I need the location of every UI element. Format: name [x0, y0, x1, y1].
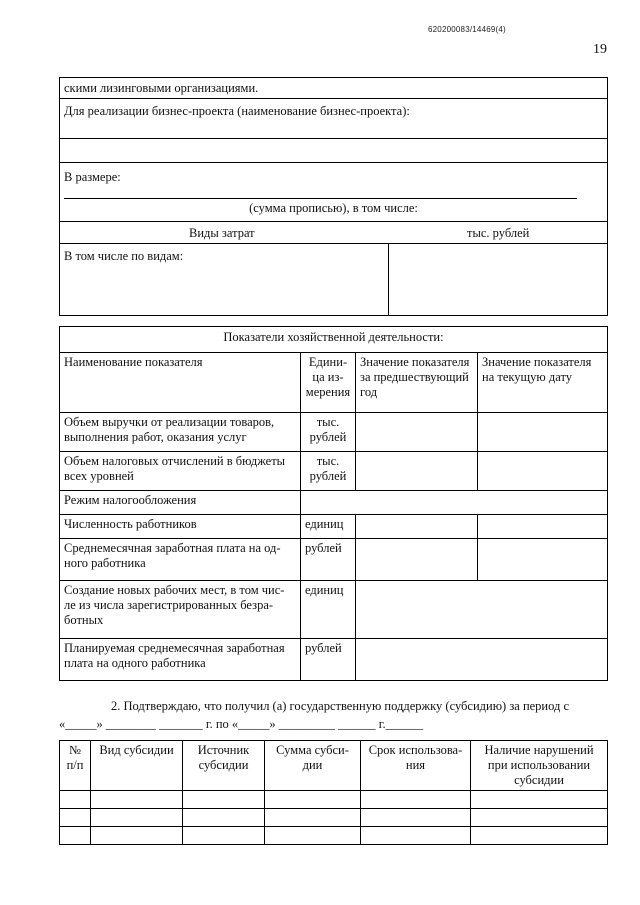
row-curr-value[interactable] — [478, 539, 608, 581]
planned-salary-value[interactable] — [356, 639, 608, 681]
cell[interactable] — [361, 791, 471, 809]
document-code: 620200083/14469(4) — [428, 25, 506, 34]
cell[interactable] — [471, 791, 608, 809]
header-subsidy-amount: Сумма субси-дии — [265, 741, 361, 791]
subsidy-header-row — [60, 741, 608, 791]
confirmation-paragraph — [59, 697, 608, 733]
cell[interactable] — [361, 827, 471, 845]
row-curr-value[interactable] — [478, 452, 608, 491]
indicators-title: Показатели хозяйственной деятельности: — [60, 327, 608, 353]
cell[interactable] — [183, 791, 265, 809]
row-unit: тыс. рублей — [301, 452, 356, 491]
confirmation-line-1: 2. Подтверждаю, что получил (а) государственную поддержку (субсидию) за период с — [111, 699, 570, 713]
continuation-row — [60, 78, 607, 99]
cost-types-row — [60, 244, 607, 315]
table-row — [60, 491, 608, 515]
project-name-label: Для реализации бизнес-проекта (наименование бизнес-проекта): — [64, 104, 410, 118]
cell[interactable] — [91, 827, 183, 845]
new-jobs-value[interactable] — [356, 581, 608, 639]
table-row — [60, 827, 608, 845]
page-number: 19 — [593, 42, 607, 57]
row-unit: тыс. рублей — [301, 413, 356, 452]
cell[interactable] — [91, 809, 183, 827]
by-type-label: В том числе по видам: — [64, 249, 184, 263]
business-project-block — [59, 77, 608, 316]
row-curr-value[interactable] — [478, 515, 608, 539]
table-row — [60, 791, 608, 809]
amount-caption: (сумма прописью), в том числе: — [249, 201, 418, 215]
cell[interactable] — [183, 809, 265, 827]
indicators-header-row — [60, 353, 608, 413]
amount-row — [60, 163, 607, 222]
cost-types-left-cell[interactable] — [60, 244, 389, 315]
row-unit: единиц — [301, 581, 356, 639]
tax-regime-value[interactable] — [301, 491, 608, 515]
indicators-table — [59, 326, 608, 681]
cell[interactable] — [183, 827, 265, 845]
header-curr: Значение показателя на текущую дату — [478, 353, 608, 413]
cost-header-row — [60, 222, 607, 244]
row-name: Численность работников — [60, 515, 301, 539]
header-subsidy-type: Вид субсидии — [91, 741, 183, 791]
row-prev-value[interactable] — [356, 539, 478, 581]
cell[interactable] — [471, 827, 608, 845]
thousand-rub-label: тыс. рублей — [467, 226, 530, 240]
cell[interactable] — [361, 809, 471, 827]
table-row — [60, 413, 608, 452]
row-name: Режим налогообложения — [60, 491, 301, 515]
cell[interactable] — [265, 809, 361, 827]
header-subsidy-source: Источник субсидии — [183, 741, 265, 791]
row-name: Среднемесячная заработная плата на од-ного работника — [60, 539, 301, 581]
cell[interactable] — [265, 827, 361, 845]
amount-label: В размере: — [64, 170, 121, 184]
row-unit: рублей — [301, 539, 356, 581]
cell[interactable] — [60, 809, 91, 827]
header-prev: Значение показателя за предшествующий год — [356, 353, 478, 413]
header-number: № п/п — [60, 741, 91, 791]
cell[interactable] — [91, 791, 183, 809]
row-unit: единиц — [301, 515, 356, 539]
project-name-row — [60, 99, 607, 139]
header-violations: Наличие нарушений при использовании субсидии — [471, 741, 608, 791]
project-name-field[interactable] — [60, 139, 607, 163]
row-name: Объем налоговых отчислений в бюджеты всех уровней — [60, 452, 301, 491]
row-name: Планируемая среднемесячная заработная плата на одного работника — [60, 639, 301, 681]
cost-types-label: Виды затрат — [189, 226, 255, 240]
table-row — [60, 539, 608, 581]
cell[interactable] — [471, 809, 608, 827]
amount-words-line[interactable] — [64, 198, 577, 199]
cell[interactable] — [265, 791, 361, 809]
row-prev-value[interactable] — [356, 515, 478, 539]
cell[interactable] — [60, 791, 91, 809]
row-name: Создание новых рабочих мест, в том чис-ле из числа зарегистрированных безра-ботных — [60, 581, 301, 639]
table-row — [60, 809, 608, 827]
row-prev-value[interactable] — [356, 413, 478, 452]
table-row — [60, 452, 608, 491]
header-usage-period: Срок использова-ния — [361, 741, 471, 791]
subsidy-table — [59, 740, 608, 845]
header-unit: Едини-ца из-мерения — [301, 353, 356, 413]
continuation-text: скими лизинговыми организациями. — [64, 81, 259, 95]
row-curr-value[interactable] — [478, 413, 608, 452]
cell[interactable] — [60, 827, 91, 845]
header-name: Наименование показателя — [60, 353, 301, 413]
row-name: Объем выручки от реализации товаров, выполнения работ, оказания услуг — [60, 413, 301, 452]
indicators-title-row — [60, 327, 608, 353]
row-prev-value[interactable] — [356, 452, 478, 491]
table-row — [60, 581, 608, 639]
table-row — [60, 639, 608, 681]
row-unit: рублей — [301, 639, 356, 681]
confirmation-line-2[interactable]: «_____» ________ _______ г. по «_____» _________ ______ г.______ — [59, 717, 424, 731]
table-row — [60, 515, 608, 539]
